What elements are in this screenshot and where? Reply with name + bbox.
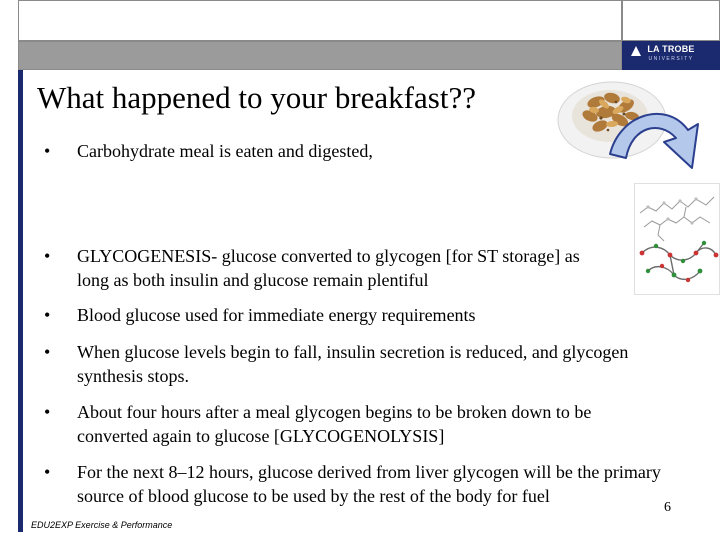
bullet-text-6: For the next 8–12 hours, glucose derived from liver glycogen will be the primary source of blood glucose to be used by the rest of the body for fuel	[77, 462, 661, 506]
band-cell-bottom-gray	[18, 41, 622, 70]
band-cell-top-left	[18, 0, 622, 41]
glycogen-molecule-image	[634, 183, 720, 295]
logo-subtext: UNIVERSITY	[648, 56, 694, 62]
top-band	[0, 0, 720, 70]
bullet-text-3: Blood glucose used for immediate energy requirements	[77, 305, 476, 325]
band-cell-top-right	[622, 0, 720, 41]
bullet-marker: •	[44, 402, 51, 422]
logo-text: LA TROBE	[647, 44, 695, 54]
bullet-text-4: When glucose levels begin to fall, insulin secretion is reduced, and glycogen synthesis stops.	[77, 342, 629, 386]
bullet-marker: •	[44, 246, 51, 266]
slide-footer: EDU2EXP Exercise & Performance	[31, 520, 173, 530]
left-accent-bar	[18, 70, 23, 532]
bullet-marker: •	[44, 305, 51, 325]
bullet-text-5: About four hours after a meal glycogen begins to be broken down to be converted again to glucose [GLYCOGENOLYSIS]	[77, 402, 592, 446]
bullet-marker: •	[44, 141, 51, 161]
bullet-marker: •	[44, 462, 51, 482]
page-number: 6	[664, 500, 671, 515]
university-logo	[622, 41, 720, 70]
slide-title: What happened to your breakfast??	[37, 80, 476, 115]
bullet-text-2: GLYCOGENESIS- glucose converted to glycogen [for ST storage] as long as both insulin and glucose remain plentiful	[77, 246, 580, 290]
bullet-marker: •	[44, 342, 51, 362]
bullet-text-1: Carbohydrate meal is eaten and digested,	[77, 141, 373, 161]
